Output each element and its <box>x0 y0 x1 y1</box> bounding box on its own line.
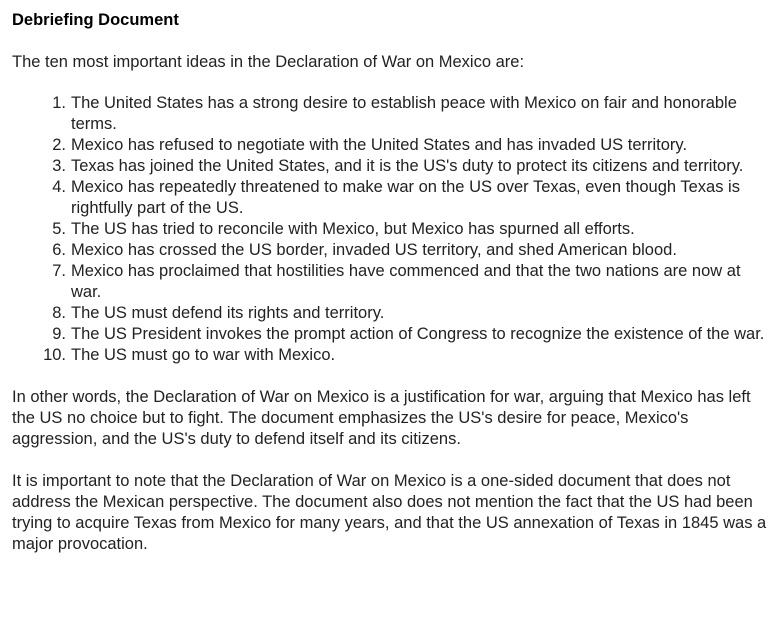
list-item-number: 2. <box>52 136 66 154</box>
list-item <box>12 261 772 303</box>
note-paragraph: It is important to note that the Declaration of War on Mexico is a one-sided document that does not address the Mexican perspective. The document also does not mention the fact that the US had been trying to acquire Texas from Mexico for many years, and that the US annexation of Texas in 1845 was a major provocation. <box>12 472 767 553</box>
list-item <box>12 93 772 135</box>
list-item-number: 8. <box>52 304 66 322</box>
ideas-list <box>12 93 772 366</box>
list-item-text: Mexico has crossed the US border, invaded US territory, and shed American blood. <box>71 241 677 259</box>
list-item-number: 1. <box>52 94 66 112</box>
intro-text: The ten most important ideas in the Declaration of War on Mexico are: <box>12 53 525 71</box>
list-item-text: Mexico has proclaimed that hostilities have commenced and that the two nations are now at war. <box>71 262 741 301</box>
list-item-text: Mexico has repeatedly threatened to make war on the US over Texas, even though Texas is rightfully part of the US. <box>71 178 740 217</box>
list-item-number: 6. <box>52 241 66 259</box>
list-item-text: The US must defend its rights and territory. <box>71 304 385 322</box>
list-item <box>12 324 772 345</box>
list-item-text: The US President invokes the prompt action of Congress to recognize the existence of the war. <box>71 325 765 343</box>
list-item-text: The US must go to war with Mexico. <box>71 346 336 364</box>
list-item <box>12 135 772 156</box>
summary-paragraph: In other words, the Declaration of War on Mexico is a justification for war, arguing that Mexico has left the US no choice but to fight. The document emphasizes the US's desire for peace, Mexico's aggression, and the US's duty to defend itself and its citizens. <box>12 388 751 448</box>
list-item <box>12 156 772 177</box>
list-item <box>12 219 772 240</box>
list-item-number: 7. <box>52 262 66 280</box>
list-item <box>12 177 772 219</box>
list-item <box>12 345 772 366</box>
list-item <box>12 303 772 324</box>
list-item-number: 5. <box>52 220 66 238</box>
list-item-text: Mexico has refused to negotiate with the United States and has invaded US territory. <box>71 136 688 154</box>
list-item-text: The US has tried to reconcile with Mexico, but Mexico has spurned all efforts. <box>71 220 635 238</box>
document-title: Debriefing Document <box>12 11 179 29</box>
list-item-number: 9. <box>52 325 66 343</box>
list-item-number: 10. <box>43 346 66 364</box>
list-item-text: The United States has a strong desire to establish peace with Mexico on fair and honorable terms. <box>71 94 737 133</box>
list-item <box>12 240 772 261</box>
list-item-text: Texas has joined the United States, and it is the US's duty to protect its citizens and territory. <box>71 157 744 175</box>
list-item-number: 3. <box>52 157 66 175</box>
list-item-number: 4. <box>52 178 66 196</box>
